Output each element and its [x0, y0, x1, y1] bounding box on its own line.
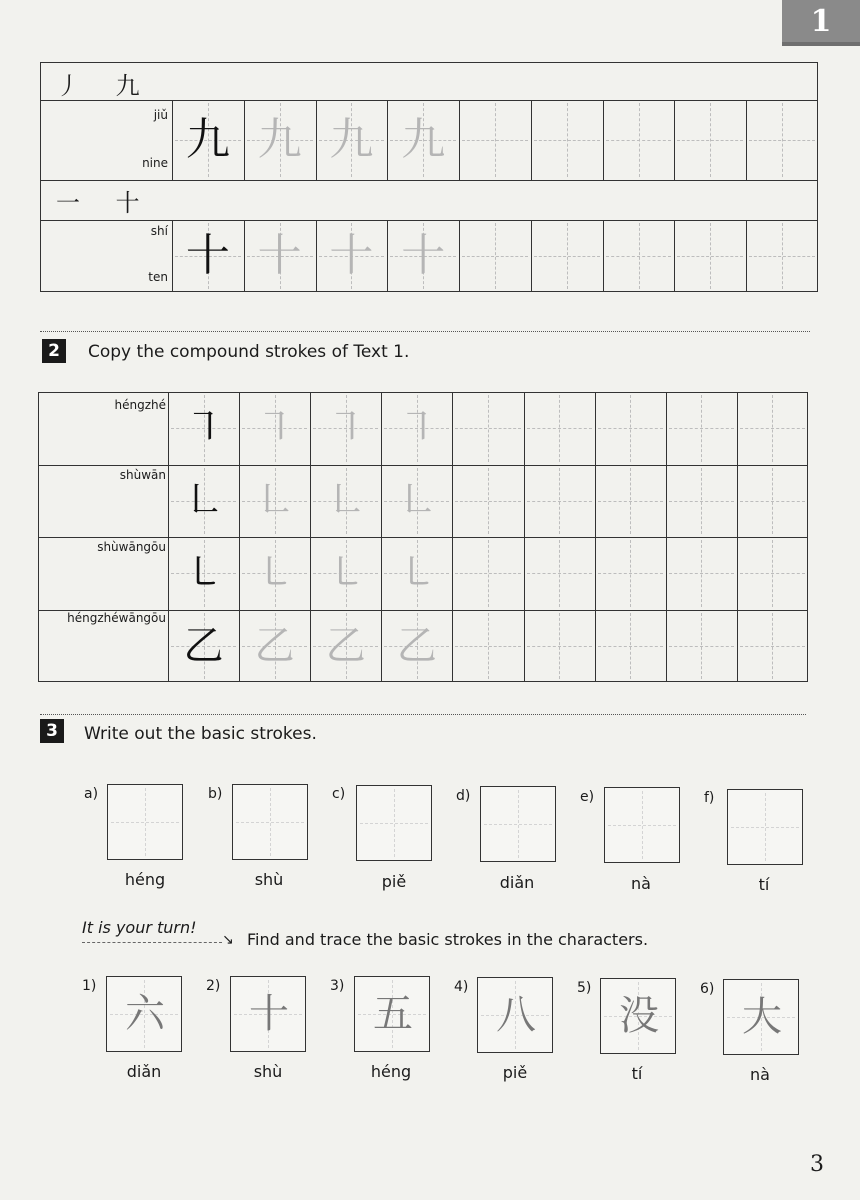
trace-pinyin-6: nà: [750, 1065, 770, 1084]
trace-character-2: 十: [249, 991, 289, 1037]
your-turn-underline: [82, 942, 222, 943]
trace-character-1: 六: [125, 991, 165, 1037]
compound-stroke-glyph: ㇕: [183, 405, 224, 451]
compound-stroke-glyph: ㇗: [396, 477, 437, 524]
cell-guide-line: [455, 428, 520, 429]
writing-box-d[interactable]: [480, 786, 556, 862]
your-turn-instruction: Find and trace the basic strokes in the characters.: [247, 930, 649, 949]
practice-character: 十: [401, 230, 446, 281]
section-2-title: Copy the compound strokes of Text 1.: [88, 342, 410, 362]
item-label-c: c): [332, 786, 346, 802]
cell-guide-line: [669, 573, 734, 574]
cell-divider: [595, 392, 596, 465]
trace-label-2: 2): [206, 978, 221, 994]
compound-stroke-glyph: 乙: [396, 622, 437, 669]
item-label-e: e): [580, 789, 595, 805]
stroke-order-ten: 一 十: [56, 189, 154, 217]
practice-character: 九: [401, 114, 446, 165]
cell-guide-line: [749, 140, 815, 141]
pinyin-ten: shí: [150, 224, 168, 238]
item-pinyin-a: héng: [124, 870, 166, 889]
cell-divider: [737, 465, 738, 538]
trace-character-4: 八: [496, 992, 536, 1038]
compound-stroke-glyph: 乙: [325, 622, 366, 669]
stroke-name-shuwan: shùwān: [119, 468, 166, 482]
stroke-name-hengzhewangou: héngzhéwāngōu: [67, 611, 166, 625]
writing-box-e[interactable]: [604, 787, 680, 863]
item-label-f: f): [704, 790, 715, 806]
cell-divider: [666, 392, 667, 465]
cell-guide-line: [598, 646, 663, 647]
practice-character: 九: [185, 114, 230, 165]
practice-character: 十: [257, 230, 302, 281]
cell-divider: [595, 537, 596, 610]
item-pinyin-e: nà: [631, 874, 651, 893]
cell-divider: [452, 537, 453, 610]
cell-guide-line: [527, 646, 592, 647]
trace-box-6[interactable]: [723, 979, 799, 1055]
cell-guide-line: [455, 573, 520, 574]
cell-divider: [603, 100, 604, 180]
writing-box-c[interactable]: [356, 785, 432, 861]
trace-character-6: 大: [742, 994, 782, 1040]
cell-divider: [524, 465, 525, 538]
trace-pinyin-3: héng: [370, 1062, 412, 1081]
cell-divider: [666, 465, 667, 538]
compound-stroke-glyph: ㇕: [325, 405, 366, 451]
trace-pinyin-1: diǎn: [126, 1062, 162, 1081]
cell-divider: [452, 610, 453, 683]
compound-stroke-glyph: ㇄: [183, 550, 224, 596]
cell-guide-line: [677, 256, 743, 257]
compound-stroke-glyph: ㇗: [183, 477, 224, 524]
trace-pinyin-4: piě: [502, 1063, 528, 1082]
stroke-name-shuwangou: shùwāngōu: [97, 540, 166, 554]
cell-divider: [746, 220, 747, 292]
cell-guide-line: [455, 501, 520, 502]
section-3-title: Write out the basic strokes.: [84, 724, 317, 744]
compound-stroke-glyph: ㇄: [396, 550, 437, 596]
box-guide-line: [484, 824, 552, 825]
cell-divider: [737, 610, 738, 683]
table-row-divider: [40, 180, 818, 181]
compound-stroke-glyph: ㇕: [396, 405, 437, 451]
cell-guide-line: [462, 140, 528, 141]
page-number: 3: [810, 1152, 824, 1177]
cell-guide-line: [669, 646, 734, 647]
practice-character: 十: [329, 230, 374, 281]
cell-guide-line: [669, 428, 734, 429]
cell-guide-line: [598, 573, 663, 574]
trace-character-5: 没: [619, 993, 659, 1039]
cell-divider: [531, 100, 532, 180]
cell-divider: [737, 392, 738, 465]
stroke-name-hengzhe: héngzhé: [114, 398, 166, 412]
compound-stroke-glyph: 乙: [254, 622, 295, 669]
trace-pinyin-2: shù: [253, 1062, 283, 1081]
compound-stroke-glyph: 乙: [183, 622, 224, 669]
trace-label-6: 6): [700, 981, 715, 997]
item-label-a: a): [84, 786, 99, 802]
section-divider: [40, 714, 806, 715]
cell-guide-line: [534, 140, 600, 141]
cell-guide-line: [740, 428, 805, 429]
writing-box-f[interactable]: [727, 789, 803, 865]
cell-divider: [666, 610, 667, 683]
box-guide-line: [360, 823, 428, 824]
section-number-3: 3: [40, 719, 64, 743]
writing-box-a[interactable]: [107, 784, 183, 860]
item-pinyin-b: shù: [254, 870, 284, 889]
cell-guide-line: [527, 428, 592, 429]
cell-guide-line: [598, 501, 663, 502]
cell-divider: [666, 537, 667, 610]
cell-guide-line: [527, 573, 592, 574]
meaning-ten: ten: [148, 270, 168, 284]
cell-guide-line: [669, 501, 734, 502]
cell-guide-line: [462, 256, 528, 257]
compound-stroke-glyph: ㇗: [325, 477, 366, 524]
cell-divider: [595, 465, 596, 538]
cell-divider: [452, 392, 453, 465]
cell-guide-line: [527, 501, 592, 502]
cell-guide-line: [677, 140, 743, 141]
item-pinyin-c: piě: [381, 872, 407, 891]
chapter-tab: 1: [782, 0, 860, 42]
trace-label-1: 1): [82, 978, 97, 994]
section-number-2: 2: [42, 339, 66, 363]
writing-box-b[interactable]: [232, 784, 308, 860]
cell-guide-line: [534, 256, 600, 257]
trace-pinyin-5: tí: [631, 1064, 643, 1083]
cell-divider: [674, 220, 675, 292]
cell-guide-line: [740, 501, 805, 502]
cell-guide-line: [606, 140, 672, 141]
cell-guide-line: [606, 256, 672, 257]
cell-divider: [746, 100, 747, 180]
item-pinyin-d: diǎn: [499, 873, 535, 892]
trace-box-1[interactable]: [106, 976, 182, 1052]
item-pinyin-f: tí: [758, 875, 770, 894]
cell-divider: [737, 537, 738, 610]
cell-divider: [595, 610, 596, 683]
cell-divider: [603, 220, 604, 292]
pinyin-nine: jiǔ: [153, 108, 168, 122]
cell-divider: [524, 537, 525, 610]
meaning-nine: nine: [142, 156, 168, 170]
trace-box-2[interactable]: [230, 976, 306, 1052]
box-guide-line: [731, 827, 799, 828]
compound-stroke-glyph: ㇄: [254, 550, 295, 596]
cell-divider: [531, 220, 532, 292]
compound-stroke-glyph: ㇕: [254, 405, 295, 451]
cell-divider: [459, 220, 460, 292]
cell-divider: [524, 392, 525, 465]
trace-label-4: 4): [454, 979, 469, 995]
your-turn-label: It is your turn!: [82, 918, 197, 937]
cell-divider: [674, 100, 675, 180]
trace-box-3[interactable]: [354, 976, 430, 1052]
practice-character: 九: [329, 114, 374, 165]
trace-character-3: 五: [373, 991, 413, 1037]
box-guide-line: [608, 825, 676, 826]
cell-divider: [459, 100, 460, 180]
trace-box-4[interactable]: [477, 977, 553, 1053]
cell-guide-line: [749, 256, 815, 257]
cell-guide-line: [598, 428, 663, 429]
trace-label-3: 3): [330, 978, 345, 994]
trace-box-5[interactable]: [600, 978, 676, 1054]
box-guide-line: [236, 822, 304, 823]
arrow-icon: ↘: [222, 932, 234, 948]
item-label-d: d): [456, 788, 471, 804]
cell-divider: [452, 465, 453, 538]
compound-stroke-glyph: ㇗: [254, 477, 295, 524]
chapter-tab-edge: [782, 42, 860, 46]
cell-guide-line: [740, 573, 805, 574]
section-divider: [40, 331, 810, 332]
cell-divider: [524, 610, 525, 683]
box-guide-line: [111, 822, 179, 823]
stroke-order-nine: 丿 九: [56, 72, 154, 100]
practice-character: 九: [257, 114, 302, 165]
compound-stroke-glyph: ㇄: [325, 550, 366, 596]
practice-character: 十: [185, 230, 230, 281]
trace-label-5: 5): [577, 980, 592, 996]
cell-guide-line: [455, 646, 520, 647]
item-label-b: b): [208, 786, 223, 802]
cell-guide-line: [740, 646, 805, 647]
